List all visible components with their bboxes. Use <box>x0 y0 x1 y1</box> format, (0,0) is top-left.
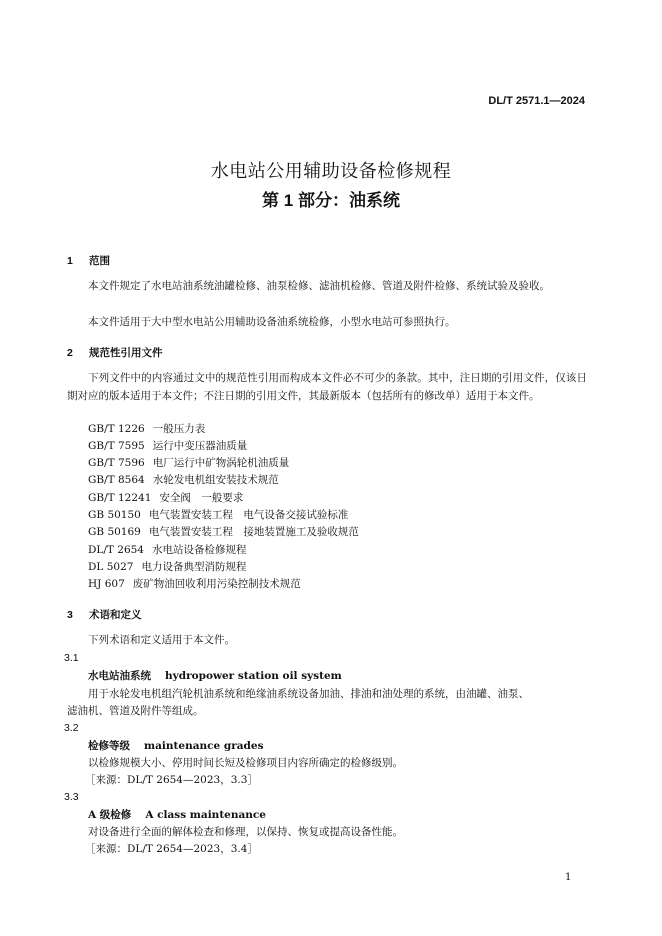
page-number: 1 <box>565 872 572 883</box>
section-title: 规范性引用文件 <box>89 347 163 359</box>
reference-item: GB/T 1226 一般压力表 <box>88 423 206 435</box>
term-number: 3.1 <box>64 652 79 664</box>
reference-item: GB 50169 电气装置安装工程 接地装置施工及验收规范 <box>88 526 359 538</box>
standard-code: DL/T 2571.1—2024 <box>488 95 585 107</box>
section-1-paragraph-2: 本文件适用于大中型水电站公用辅助设备油系统检修，小型水电站可参照执行。 <box>88 316 456 328</box>
term-source: ［来源：DL/T 2654—2023，3.3］ <box>85 774 258 786</box>
term-number: 3.2 <box>64 722 79 734</box>
reference-item: GB/T 7596 电厂运行中矿物涡轮机油质量 <box>88 457 290 469</box>
section-3-heading <box>67 607 142 622</box>
term-number: 3.3 <box>64 791 79 803</box>
section-1-heading <box>67 253 110 268</box>
term-definition: 用于水轮发电机组汽轮机油系统和绝缘油系统设备加油、排油和油处理的系统，由油罐、油泵、 <box>88 688 529 700</box>
section-number: 1 <box>67 255 73 267</box>
section-number: 3 <box>67 609 73 621</box>
section-2-paragraph-1: 下列文件中的内容通过文中的规范性引用而构成本文件必不可少的条款。其中，注日期的引用文件，仅该日期对应的版本适用于本文件；不注日期的引用文件，其最新版本（包括所有的修改单）适用于本文件。 <box>67 372 587 402</box>
reference-item: GB/T 7595 运行中变压器油质量 <box>88 440 248 452</box>
section-3-paragraph-1: 下列术语和定义适用于本文件。 <box>88 634 235 646</box>
reference-item: HJ 607 废矿物油回收利用污染控制技术规范 <box>88 578 301 590</box>
term-heading: 水电站油系统 hydropower station oil system <box>88 670 342 682</box>
reference-item: DL 5027 电力设备典型消防规程 <box>88 561 247 573</box>
term-source: ［来源：DL/T 2654—2023，3.4］ <box>85 843 258 855</box>
term-heading: A 级检修 A class maintenance <box>88 809 266 821</box>
document-subtitle: 第 1 部分：油系统 <box>262 191 400 210</box>
section-1-paragraph-1: 本文件规定了水电站油系统油罐检修、油泵检修、滤油机检修、管道及附件检修、系统试验及验收。 <box>88 280 550 292</box>
term-heading: 检修等级 maintenance grades <box>88 740 264 752</box>
term-definition: 对设备进行全面的解体检查和修理，以保持、恢复或提高设备性能。 <box>88 826 403 838</box>
section-title: 范围 <box>89 255 110 267</box>
section-title: 术语和定义 <box>89 609 142 621</box>
section-2-heading <box>67 345 163 360</box>
reference-item: DL/T 2654 水电站设备检修规程 <box>88 544 247 556</box>
section-number: 2 <box>67 347 73 359</box>
term-definition-continued: 滤油机、管道及附件等组成。 <box>67 705 204 717</box>
term-definition: 以检修规模大小、停用时间长短及检修项目内容所确定的检修级别。 <box>88 757 403 769</box>
reference-item: GB/T 12241 安全阀 一般要求 <box>88 492 244 504</box>
reference-item: GB 50150 电气装置安装工程 电气设备交接试验标准 <box>88 509 349 521</box>
reference-item: GB/T 8564 水轮发电机组安装技术规范 <box>88 474 279 486</box>
document-title: 水电站公用辅助设备检修规程 <box>210 161 452 181</box>
